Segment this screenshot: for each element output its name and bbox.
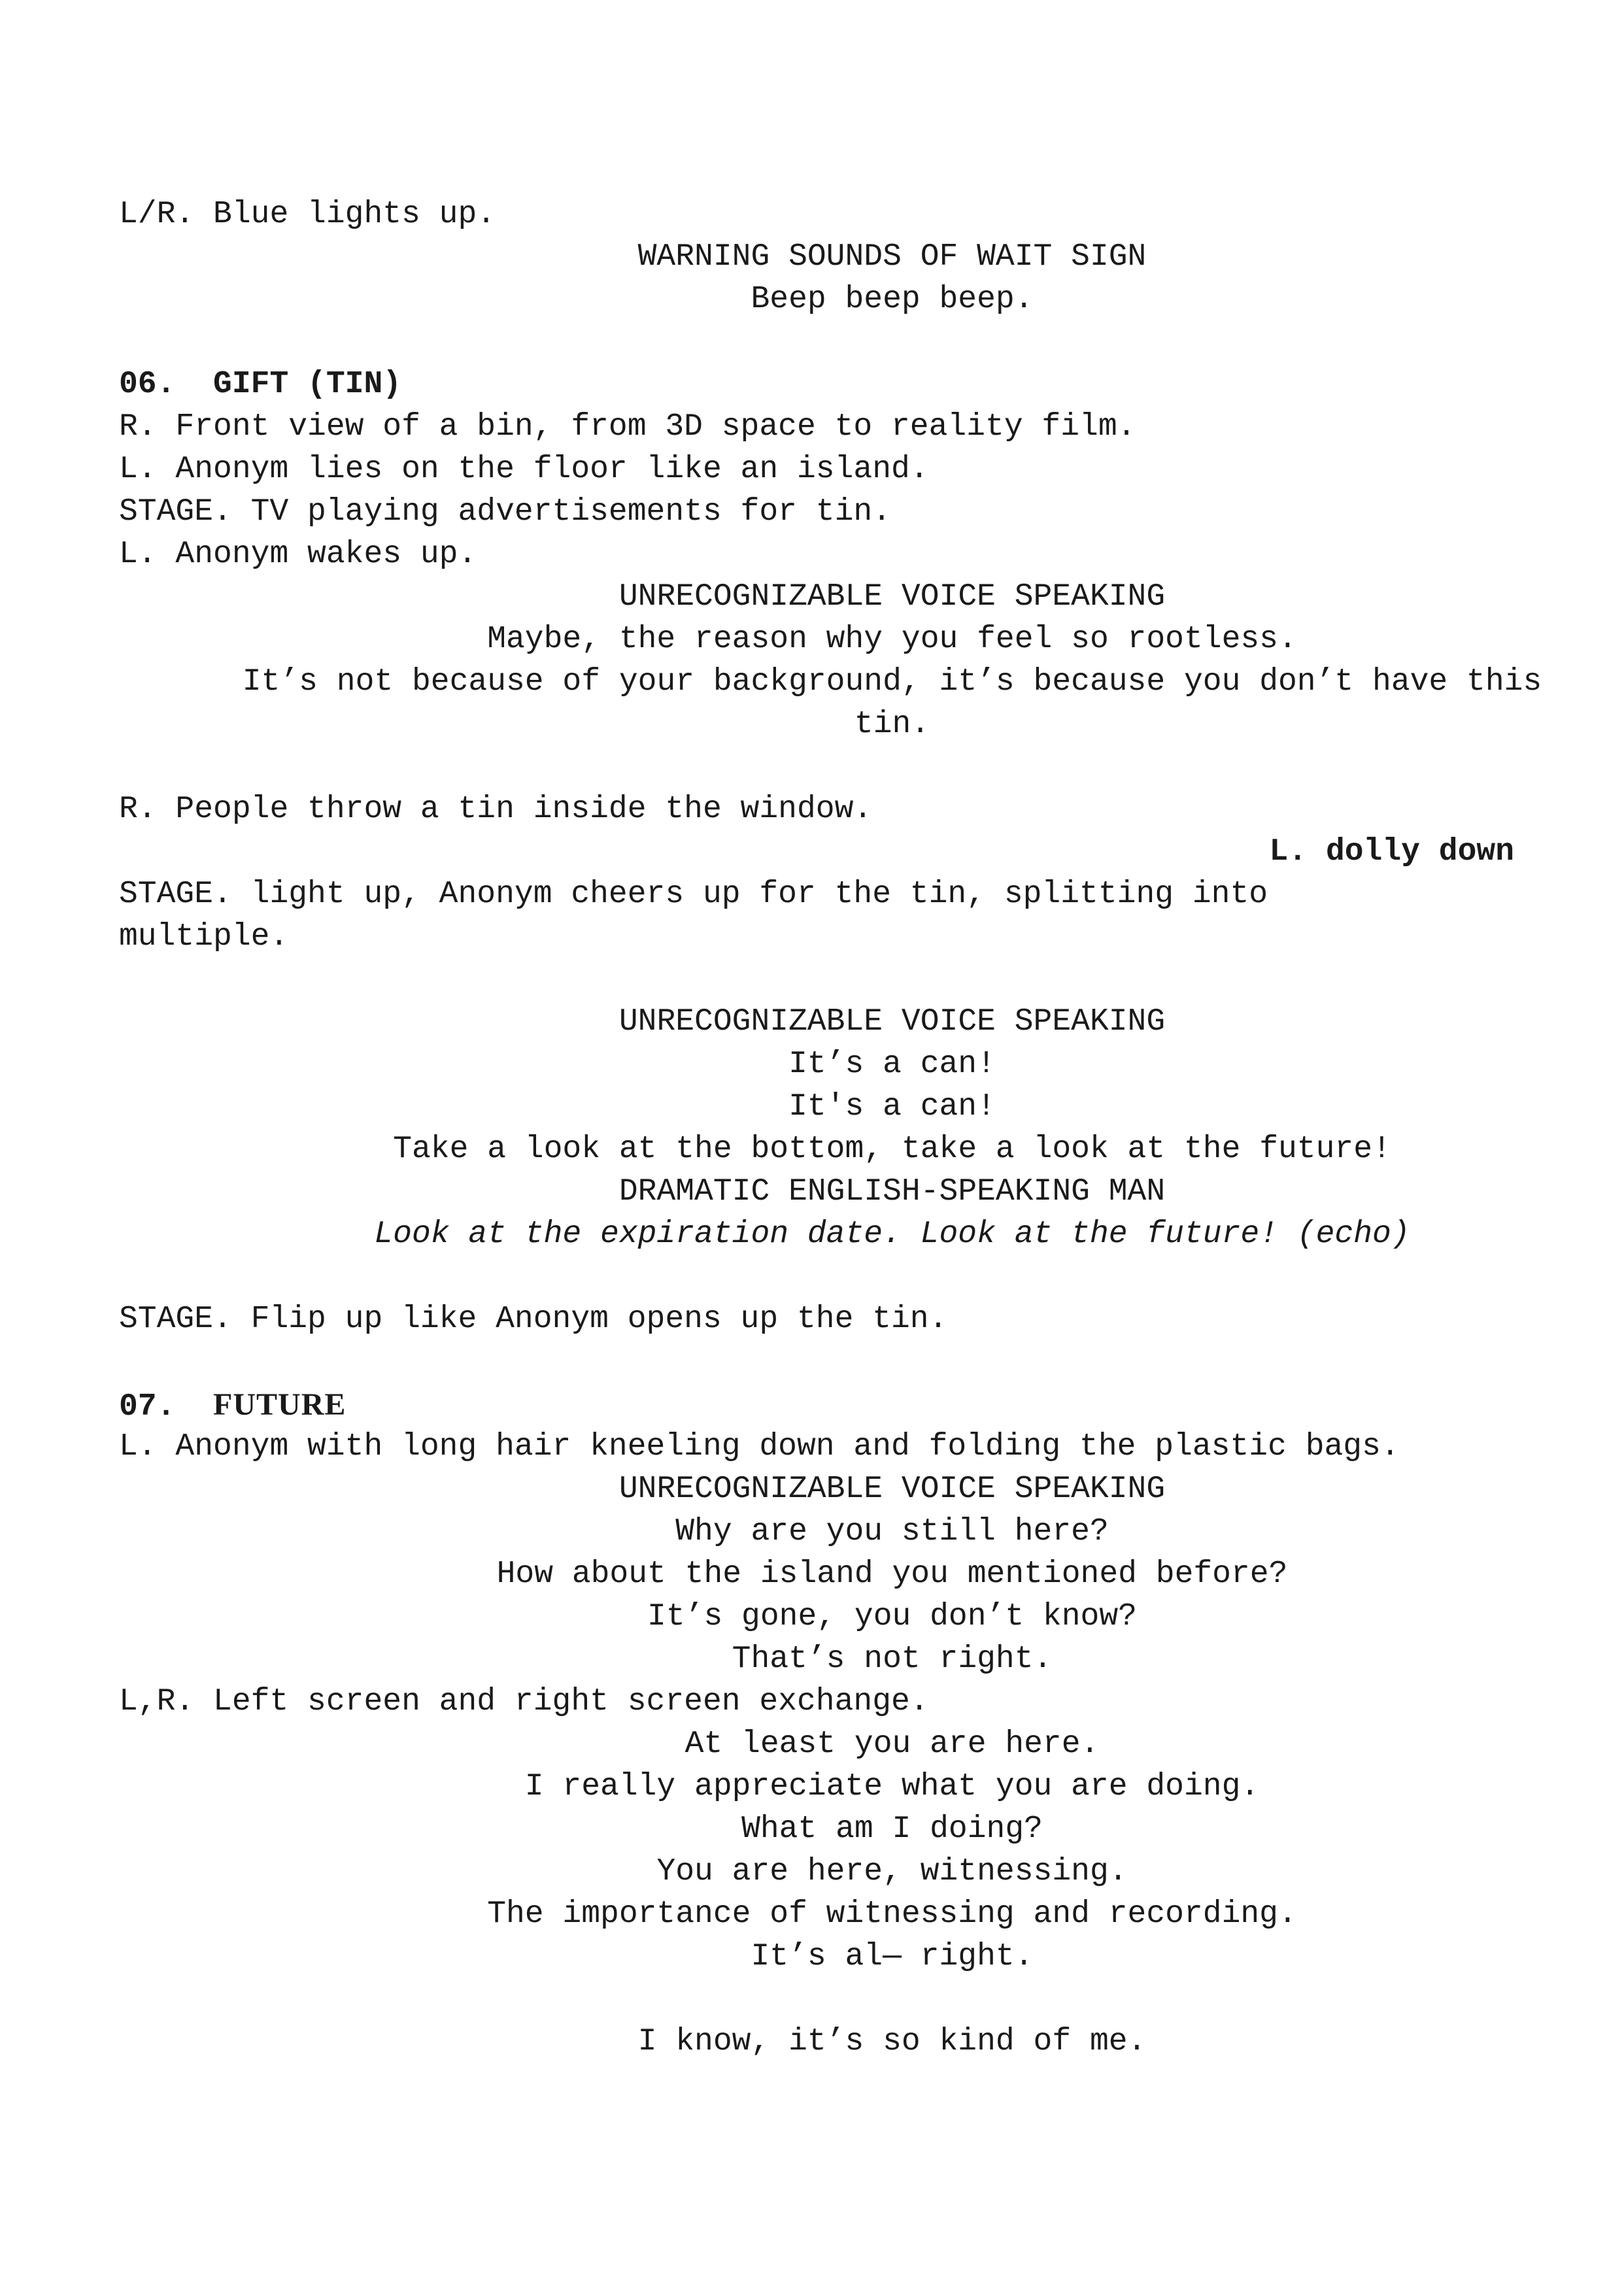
stage-direction: R. People throw a tin inside the window. (119, 792, 873, 827)
stage-direction: L. Anonym with long hair kneeling down and folding the plastic bags. (119, 1429, 1400, 1464)
dialogue-line: Take a look at the bottom, take a look at the future! (393, 1132, 1391, 1167)
stage-direction: R. Front view of a bin, from 3D space to reality film. (119, 409, 1136, 445)
stage-direction: L. Anonym wakes up. (119, 537, 477, 572)
scene-number: 07. (119, 1389, 176, 1425)
dialogue-line: At least you are here. (685, 1727, 1100, 1762)
dialogue-line: It's a can! (788, 1089, 996, 1124)
dialogue-line: Why are you still here? (675, 1514, 1109, 1549)
dialogue-line: That’s not right. (732, 1642, 1053, 1677)
character-cue: UNRECOGNIZABLE VOICE SPEAKING (618, 579, 1166, 615)
stage-direction: multiple. (119, 919, 289, 954)
camera-direction: L. dolly down (1269, 834, 1514, 869)
stage-direction: STAGE. light up, Anonym cheers up for the tin, splitting into (119, 877, 1268, 912)
dialogue-line: Beep beep beep. (751, 282, 1034, 317)
character-cue: UNRECOGNIZABLE VOICE SPEAKING (618, 1004, 1166, 1039)
dialogue-line: It’s not because of your background, it’s because you don’t have this (242, 664, 1542, 700)
dialogue-line: You are here, witnessing. (656, 1854, 1128, 1889)
character-cue: UNRECOGNIZABLE VOICE SPEAKING (618, 1472, 1166, 1507)
dialogue-line: Look at the expiration date. Look at the future! (echo) (374, 1217, 1410, 1252)
character-cue: WARNING SOUNDS OF WAIT SIGN (637, 239, 1147, 275)
dialogue-line: What am I doing? (741, 1812, 1043, 1847)
dialogue-line: Maybe, the reason why you feel so rootless. (487, 622, 1297, 657)
stage-direction: L. Anonym lies on the floor like an island. (119, 452, 929, 487)
dialogue-line: It’s gone, you don’t know? (647, 1599, 1137, 1634)
scene-title: FUTURE (213, 1387, 347, 1422)
dialogue-line: It’s a can! (788, 1047, 996, 1082)
dialogue-line: The importance of witnessing and recording. (487, 1897, 1297, 1932)
stage-direction: L/R. Blue lights up. (119, 197, 496, 232)
scene-number: 06. (119, 367, 176, 402)
dialogue-line: tin. (854, 707, 930, 742)
scene-heading-07 (0, 1383, 1624, 1426)
stage-direction: STAGE. TV playing advertisements for tin. (119, 494, 891, 530)
scene-title: GIFT (TIN) (213, 367, 402, 402)
dialogue-line: It’s al— right. (751, 1939, 1034, 1974)
dialogue-line: I really appreciate what you are doing. (524, 1769, 1260, 1804)
scene-heading-06 (0, 363, 1624, 406)
character-cue: DRAMATIC ENGLISH-SPEAKING MAN (618, 1174, 1166, 1209)
stage-direction: L,R. Left screen and right screen exchange. (119, 1684, 929, 1719)
dialogue-line: I know, it’s so kind of me. (637, 2024, 1147, 2059)
dialogue-line: How about the island you mentioned before? (496, 1557, 1288, 1592)
stage-direction: STAGE. Flip up like Anonym opens up the tin. (119, 1302, 948, 1337)
